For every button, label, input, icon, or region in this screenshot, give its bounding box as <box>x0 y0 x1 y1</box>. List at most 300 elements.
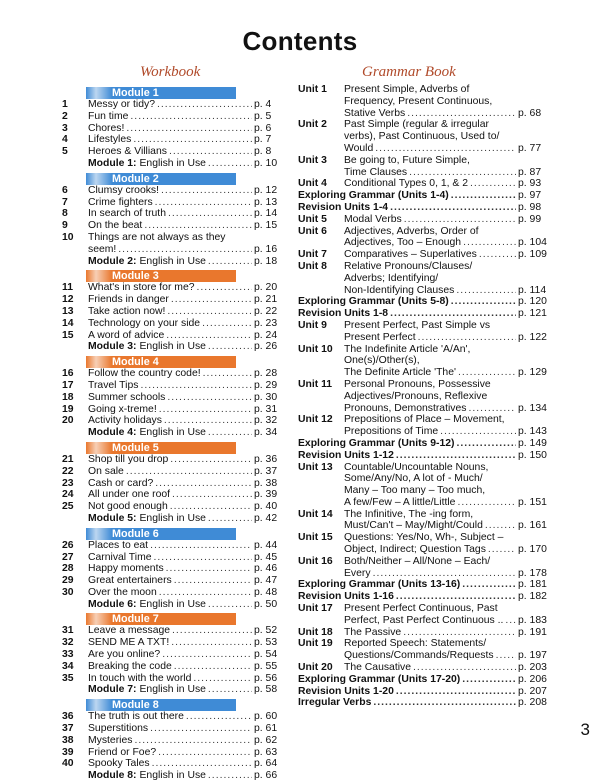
grammar-page: p. 191 <box>518 626 547 638</box>
lesson-row[interactable] <box>62 649 282 661</box>
leader-dots <box>144 220 252 232</box>
lesson-title: Lifestyles <box>88 134 132 146</box>
unit-label: Unit 16 <box>298 555 333 567</box>
lesson-page: p. 55 <box>254 660 278 672</box>
lesson-page: p. 14 <box>254 208 278 220</box>
leader-dots <box>463 237 516 249</box>
lesson-number: 4 <box>62 134 68 146</box>
grammar-page: p. 203 <box>518 662 547 674</box>
lesson-title: Activity holidays <box>88 415 162 427</box>
leader-dots <box>197 282 252 294</box>
grammar-topic: Some/Any/No, A lot of - Much/ <box>344 473 483 485</box>
lesson-title: A word of advice <box>88 329 165 341</box>
module-heading[interactable]: Module 6 <box>86 528 236 540</box>
lesson-number: 18 <box>62 391 74 403</box>
grammar-topic: Reported Speech: Statements/ <box>344 638 487 650</box>
lesson-row[interactable] <box>62 318 282 330</box>
leader-dots <box>170 501 252 513</box>
grammar-entry[interactable] <box>298 202 550 214</box>
lesson-number: 10 <box>62 231 74 243</box>
unit-label: Unit 15 <box>298 532 333 544</box>
lesson-page: p. 44 <box>254 539 278 551</box>
lesson-row[interactable] <box>62 330 282 342</box>
leader-dots <box>171 637 252 649</box>
grammar-topic: Adjectives, Adverbs, Order of <box>344 225 479 237</box>
lesson-row[interactable] <box>62 220 282 232</box>
grammar-topic: Exploring Grammar (Units 17-20) <box>298 673 461 685</box>
lesson-number: 34 <box>62 660 74 672</box>
grammar-topic: Modal Verbs <box>344 213 402 225</box>
english-in-use-module-label: Module 8: <box>88 770 137 782</box>
grammar-topic: One(s)/Other(s), <box>344 355 420 367</box>
grammar-page: p. 93 <box>518 178 542 190</box>
grammar-entry[interactable] <box>298 249 550 261</box>
page-title: Contents <box>242 26 358 56</box>
lesson-number: 21 <box>62 453 74 465</box>
lesson-row[interactable] <box>62 99 282 111</box>
lesson-row[interactable] <box>62 747 282 759</box>
leader-dots <box>172 489 252 501</box>
lesson-title: Are you online? <box>88 649 161 661</box>
grammar-page: p. 182 <box>518 591 547 603</box>
grammar-topic: The Definite Article 'The' <box>344 367 456 379</box>
lesson-row[interactable] <box>62 735 282 747</box>
grammar-entry[interactable] <box>298 84 550 96</box>
lesson-number: 36 <box>62 711 74 723</box>
lesson-number: 7 <box>62 196 68 208</box>
lesson-page: p. 40 <box>254 501 278 513</box>
lesson-row[interactable] <box>62 575 282 587</box>
grammar-entry[interactable] <box>298 462 550 474</box>
lesson-title: Mysteries <box>88 734 133 746</box>
grammar-page: p. 99 <box>518 213 542 225</box>
lesson-number: 2 <box>62 110 68 122</box>
grammar-entry-continued <box>298 108 550 120</box>
module-heading[interactable]: Module 7 <box>86 613 236 625</box>
leader-dots <box>403 627 516 639</box>
grammar-entry[interactable] <box>298 190 550 202</box>
lesson-page: p. 38 <box>254 477 278 489</box>
lesson-page: p. 22 <box>254 305 278 317</box>
lesson-page: p. 64 <box>254 758 278 770</box>
lesson-title: Cash or card? <box>88 477 154 489</box>
english-in-use-page: p. 66 <box>254 770 278 782</box>
grammar-entry[interactable] <box>298 697 550 709</box>
grammar-topic: Object, Indirect; Question Tags <box>344 544 486 556</box>
grammar-topic: verbs), Past Continuous, Used to/ <box>344 131 500 143</box>
grammar-entry[interactable] <box>298 674 550 686</box>
lesson-title: Happy moments <box>88 563 164 575</box>
lesson-row[interactable] <box>62 478 282 490</box>
grammar-entry[interactable] <box>298 261 550 273</box>
lesson-row[interactable] <box>62 306 282 318</box>
english-in-use-label: English in Use <box>139 598 206 610</box>
english-in-use-row[interactable] <box>62 599 282 611</box>
grammar-entry[interactable] <box>298 627 550 639</box>
module-heading[interactable]: Module 3 <box>86 270 236 282</box>
lesson-title: Things are not always as they <box>88 231 226 243</box>
lesson-number: 15 <box>62 329 74 341</box>
grammar-topic: Prepositions of Time <box>344 426 439 438</box>
lesson-row[interactable] <box>62 232 282 244</box>
grammar-entry[interactable] <box>298 119 550 131</box>
lesson-row[interactable] <box>62 111 282 123</box>
lesson-row[interactable] <box>62 380 282 392</box>
grammar-entry-continued <box>298 237 550 249</box>
grammar-entry[interactable] <box>298 296 550 308</box>
leader-dots <box>409 167 516 179</box>
lesson-page: p. 16 <box>254 243 278 255</box>
grammar-page: p. 183 <box>518 614 547 626</box>
lesson-page: p. 13 <box>254 196 278 208</box>
leader-dots <box>468 403 516 415</box>
grammar-entry-continued <box>298 473 550 485</box>
lesson-row[interactable] <box>62 208 282 220</box>
workbook-heading: Workbook <box>140 64 201 80</box>
unit-label: Unit 11 <box>298 378 333 390</box>
module-heading[interactable]: Module 5 <box>86 442 236 454</box>
leader-dots <box>440 426 516 438</box>
grammar-entry[interactable] <box>298 214 550 226</box>
lesson-row[interactable] <box>62 711 282 723</box>
lesson-title: Breaking the code <box>88 660 172 672</box>
lesson-row[interactable] <box>62 587 282 599</box>
english-in-use-row[interactable] <box>62 770 282 782</box>
grammar-page: p. 143 <box>518 426 547 438</box>
lesson-row[interactable] <box>62 185 282 197</box>
lesson-row[interactable] <box>62 661 282 673</box>
grammar-entry-continued <box>298 273 550 285</box>
leader-dots <box>208 341 252 353</box>
lesson-title: In search of truth <box>88 208 166 220</box>
lesson-row[interactable] <box>62 501 282 513</box>
lesson-row[interactable] <box>62 552 282 564</box>
leader-dots <box>390 308 516 320</box>
lesson-page: p. 47 <box>254 575 278 587</box>
module-heading[interactable]: Module 1 <box>86 87 236 99</box>
grammar-topic: Prepositions of Place – Movement, <box>344 414 505 426</box>
english-in-use-label: English in Use <box>139 157 206 169</box>
grammar-page: p. 208 <box>518 697 547 709</box>
grammar-topic: Irregular Verbs <box>298 697 372 709</box>
lesson-number: 33 <box>62 649 74 661</box>
unit-label: Unit 6 <box>298 225 327 237</box>
grammar-topic: Time Clauses <box>344 166 408 178</box>
lesson-row[interactable] <box>62 404 282 416</box>
english-in-use-page: p. 18 <box>254 255 278 267</box>
lesson-page: p. 45 <box>254 551 278 563</box>
leader-dots <box>413 662 516 674</box>
leader-dots <box>164 415 252 427</box>
lesson-number: 5 <box>62 146 68 158</box>
leader-dots <box>170 454 252 466</box>
page-number: 3 <box>580 720 590 739</box>
english-in-use-row[interactable] <box>62 341 282 353</box>
english-in-use-row[interactable] <box>62 513 282 525</box>
leader-dots <box>159 404 252 416</box>
lesson-row[interactable] <box>62 723 282 735</box>
lesson-row[interactable] <box>62 282 282 294</box>
english-in-use-row[interactable] <box>62 427 282 439</box>
leader-dots <box>159 587 252 599</box>
grammar-entry[interactable] <box>298 686 550 698</box>
module-section <box>62 528 282 611</box>
lesson-page: p. 62 <box>254 734 278 746</box>
lesson-number: 38 <box>62 734 74 746</box>
unit-label: Unit 2 <box>298 119 327 131</box>
english-in-use-page: p. 26 <box>254 341 278 353</box>
lesson-title: Leave a message <box>88 625 171 637</box>
grammar-entry-continued <box>298 615 550 627</box>
lesson-page: p. 37 <box>254 465 278 477</box>
grammar-entry-continued <box>298 403 550 415</box>
lesson-row[interactable] <box>62 489 282 501</box>
grammar-topic: Must/Can't – May/Might/Could <box>344 520 483 532</box>
leader-dots <box>208 427 252 439</box>
grammar-entry[interactable] <box>298 509 550 521</box>
module-heading[interactable]: Module 4 <box>86 356 236 368</box>
lesson-title: Over the moon <box>88 586 157 598</box>
leader-dots <box>470 178 516 190</box>
module-section <box>62 613 282 696</box>
grammar-entry-continued <box>298 355 550 367</box>
lesson-title: Summer schools <box>88 391 166 403</box>
lesson-number: 6 <box>62 184 68 196</box>
grammar-page: p. 151 <box>518 496 547 508</box>
leader-dots <box>133 134 252 146</box>
lesson-page: p. 60 <box>254 711 278 723</box>
grammar-page: p. 134 <box>518 402 547 414</box>
lesson-row[interactable] <box>62 625 282 637</box>
grammar-entry[interactable] <box>298 532 550 544</box>
lesson-number: 31 <box>62 625 74 637</box>
english-in-use-label: English in Use <box>139 770 206 782</box>
unit-label: Unit 17 <box>298 603 333 615</box>
lesson-title: Clumsy crooks! <box>88 184 160 196</box>
grammar-topic: Present Perfect <box>344 331 416 343</box>
grammar-topic: Revision Units 1-12 <box>298 449 394 461</box>
unit-label: Unit 18 <box>298 626 333 638</box>
leader-dots <box>126 466 252 478</box>
lesson-page: p. 53 <box>254 637 278 649</box>
lesson-title: Heroes & Villians <box>88 146 167 158</box>
lesson-row[interactable] <box>62 146 282 158</box>
grammar-topic: Frequency, Present Continuous, <box>344 95 493 107</box>
unit-label: Unit 20 <box>298 662 333 674</box>
grammar-page: p. 161 <box>518 520 547 532</box>
lesson-page: p. 8 <box>254 146 272 158</box>
lesson-title: Friend or Foe? <box>88 746 157 758</box>
leader-dots <box>154 552 252 564</box>
leader-dots <box>152 758 252 770</box>
lesson-row[interactable] <box>62 134 282 146</box>
grammar-topic: Non-Identifying Clauses <box>344 284 455 296</box>
leader-dots <box>155 478 252 490</box>
lesson-title: Fun time <box>88 110 129 122</box>
lesson-row[interactable] <box>62 563 282 575</box>
grammar-page: p. 129 <box>518 367 547 379</box>
lesson-row[interactable] <box>62 466 282 478</box>
module-heading[interactable]: Module 2 <box>86 173 236 185</box>
lesson-row[interactable] <box>62 415 282 427</box>
workbook-contents <box>62 84 282 782</box>
english-in-use-page: p. 58 <box>254 684 278 696</box>
leader-dots <box>208 770 252 782</box>
leader-dots <box>396 450 516 462</box>
lesson-title: All under one roof <box>88 489 171 501</box>
leader-dots <box>404 214 516 226</box>
grammar-entry[interactable] <box>298 155 550 167</box>
grammar-page: p. 68 <box>518 107 542 119</box>
lesson-number: 24 <box>62 489 74 501</box>
leader-dots <box>456 438 516 450</box>
grammar-topic: Comparatives – Superlatives <box>344 249 477 261</box>
lesson-number: 26 <box>62 539 74 551</box>
grammar-topic: Perfect, Past Perfect Continuous .. <box>344 614 504 626</box>
grammar-topic: Questions/Commands/Requests <box>344 650 494 662</box>
lesson-page: p. 12 <box>254 184 278 196</box>
grammar-page: p. 122 <box>518 331 547 343</box>
grammar-topic: Exploring Grammar (Units 5-8) <box>298 296 449 308</box>
leader-dots <box>479 249 516 261</box>
english-in-use-row[interactable] <box>62 684 282 696</box>
lesson-number: 9 <box>62 220 68 232</box>
leader-dots <box>167 392 252 404</box>
lesson-row[interactable] <box>62 758 282 770</box>
grammar-topic: Present Perfect Continuous, Past <box>344 603 498 615</box>
lesson-number: 16 <box>62 368 74 380</box>
leader-dots <box>396 686 516 698</box>
lesson-row[interactable] <box>62 673 282 685</box>
grammar-book-heading: Grammar Book <box>362 64 456 80</box>
module-heading[interactable]: Module 8 <box>86 699 236 711</box>
lesson-number: 12 <box>62 294 74 306</box>
lesson-row[interactable] <box>62 637 282 649</box>
leader-dots <box>166 330 252 342</box>
grammar-entry[interactable] <box>298 662 550 674</box>
grammar-entry[interactable] <box>298 603 550 615</box>
leader-dots <box>150 540 252 552</box>
leader-dots <box>208 513 252 525</box>
grammar-entry[interactable] <box>298 579 550 591</box>
leader-dots <box>167 306 252 318</box>
grammar-entry-continued <box>298 131 550 143</box>
lesson-number: 14 <box>62 317 74 329</box>
grammar-topic: A few/Few – A little/Little <box>344 496 456 508</box>
leader-dots <box>130 111 252 123</box>
grammar-entry[interactable] <box>298 308 550 320</box>
grammar-entry[interactable] <box>298 178 550 190</box>
leader-dots <box>118 244 252 256</box>
lesson-title: Great entertainers <box>88 575 172 587</box>
lesson-title: The truth is out there <box>88 711 184 723</box>
grammar-topic: Be going to, Future Simple, <box>344 154 470 166</box>
grammar-topic: Conditional Types 0, 1, & 2 <box>344 178 468 190</box>
grammar-page: p. 207 <box>518 685 547 697</box>
lesson-number: 32 <box>62 637 74 649</box>
lesson-title: Chores! <box>88 122 125 134</box>
grammar-page: p. 98 <box>518 201 542 213</box>
english-in-use-row[interactable] <box>62 256 282 268</box>
lesson-row[interactable] <box>62 454 282 466</box>
grammar-entry[interactable] <box>298 591 550 603</box>
grammar-entry[interactable] <box>298 320 550 332</box>
grammar-entry[interactable] <box>298 556 550 568</box>
grammar-topic: Past Simple (regular & irregular <box>344 119 489 131</box>
lesson-number: 13 <box>62 305 74 317</box>
grammar-page: p. 109 <box>518 249 547 261</box>
english-in-use-row[interactable] <box>62 158 282 170</box>
grammar-topic: Many – Too many – Too much, <box>344 485 486 497</box>
grammar-entry[interactable] <box>298 450 550 462</box>
grammar-entry[interactable] <box>298 344 550 356</box>
leader-dots <box>169 146 252 158</box>
grammar-entry[interactable] <box>298 638 550 650</box>
lesson-page: p. 56 <box>254 672 278 684</box>
grammar-page: p. 104 <box>518 237 547 249</box>
grammar-entry[interactable] <box>298 379 550 391</box>
lesson-number: 37 <box>62 723 74 735</box>
grammar-topic: Adverbs; Identifying/ <box>344 272 439 284</box>
lesson-row[interactable] <box>62 294 282 306</box>
leader-dots <box>161 185 252 197</box>
lesson-title: Take action now! <box>88 305 166 317</box>
lesson-row[interactable] <box>62 123 282 135</box>
grammar-entry-continued <box>298 332 550 344</box>
unit-label: Unit 19 <box>298 638 333 650</box>
grammar-entry[interactable] <box>298 414 550 426</box>
english-in-use-label: English in Use <box>139 427 206 439</box>
grammar-page: p. 114 <box>518 284 547 296</box>
lesson-number: 28 <box>62 563 74 575</box>
grammar-topic: Would <box>344 142 374 154</box>
lesson-row[interactable] <box>62 368 282 380</box>
grammar-entry-continued <box>298 391 550 403</box>
lesson-page: p. 6 <box>254 122 272 134</box>
grammar-page: p. 181 <box>518 579 547 591</box>
lesson-title: Not good enough <box>88 501 168 513</box>
grammar-topic: The Indefinite Article 'A/An', <box>344 343 471 355</box>
leader-dots <box>485 520 516 532</box>
english-in-use-label: English in Use <box>139 341 206 353</box>
lesson-number: 19 <box>62 403 74 415</box>
leader-dots <box>373 697 516 709</box>
grammar-topic: Revision Units 1-4 <box>298 201 389 213</box>
leader-dots <box>155 197 252 209</box>
lesson-row[interactable] <box>62 392 282 404</box>
english-in-use-page: p. 10 <box>254 157 278 169</box>
grammar-entry[interactable] <box>298 438 550 450</box>
lesson-row-continued <box>62 244 282 256</box>
english-in-use-module-label: Module 2: <box>88 255 137 267</box>
grammar-entry-continued <box>298 568 550 580</box>
leader-dots <box>208 158 252 170</box>
english-in-use-page: p. 34 <box>254 427 278 439</box>
lesson-row[interactable] <box>62 197 282 209</box>
leader-dots <box>390 202 516 214</box>
english-in-use-module-label: Module 5: <box>88 512 137 524</box>
leader-dots <box>208 599 252 611</box>
grammar-entry-continued <box>298 285 550 297</box>
lesson-number: 27 <box>62 551 74 563</box>
leader-dots <box>126 123 252 135</box>
unit-label: Unit 1 <box>298 84 327 95</box>
leader-dots <box>202 318 252 330</box>
grammar-entry[interactable] <box>298 226 550 238</box>
leader-dots <box>456 285 516 297</box>
grammar-page: p. 121 <box>518 308 547 320</box>
lesson-row[interactable] <box>62 540 282 552</box>
